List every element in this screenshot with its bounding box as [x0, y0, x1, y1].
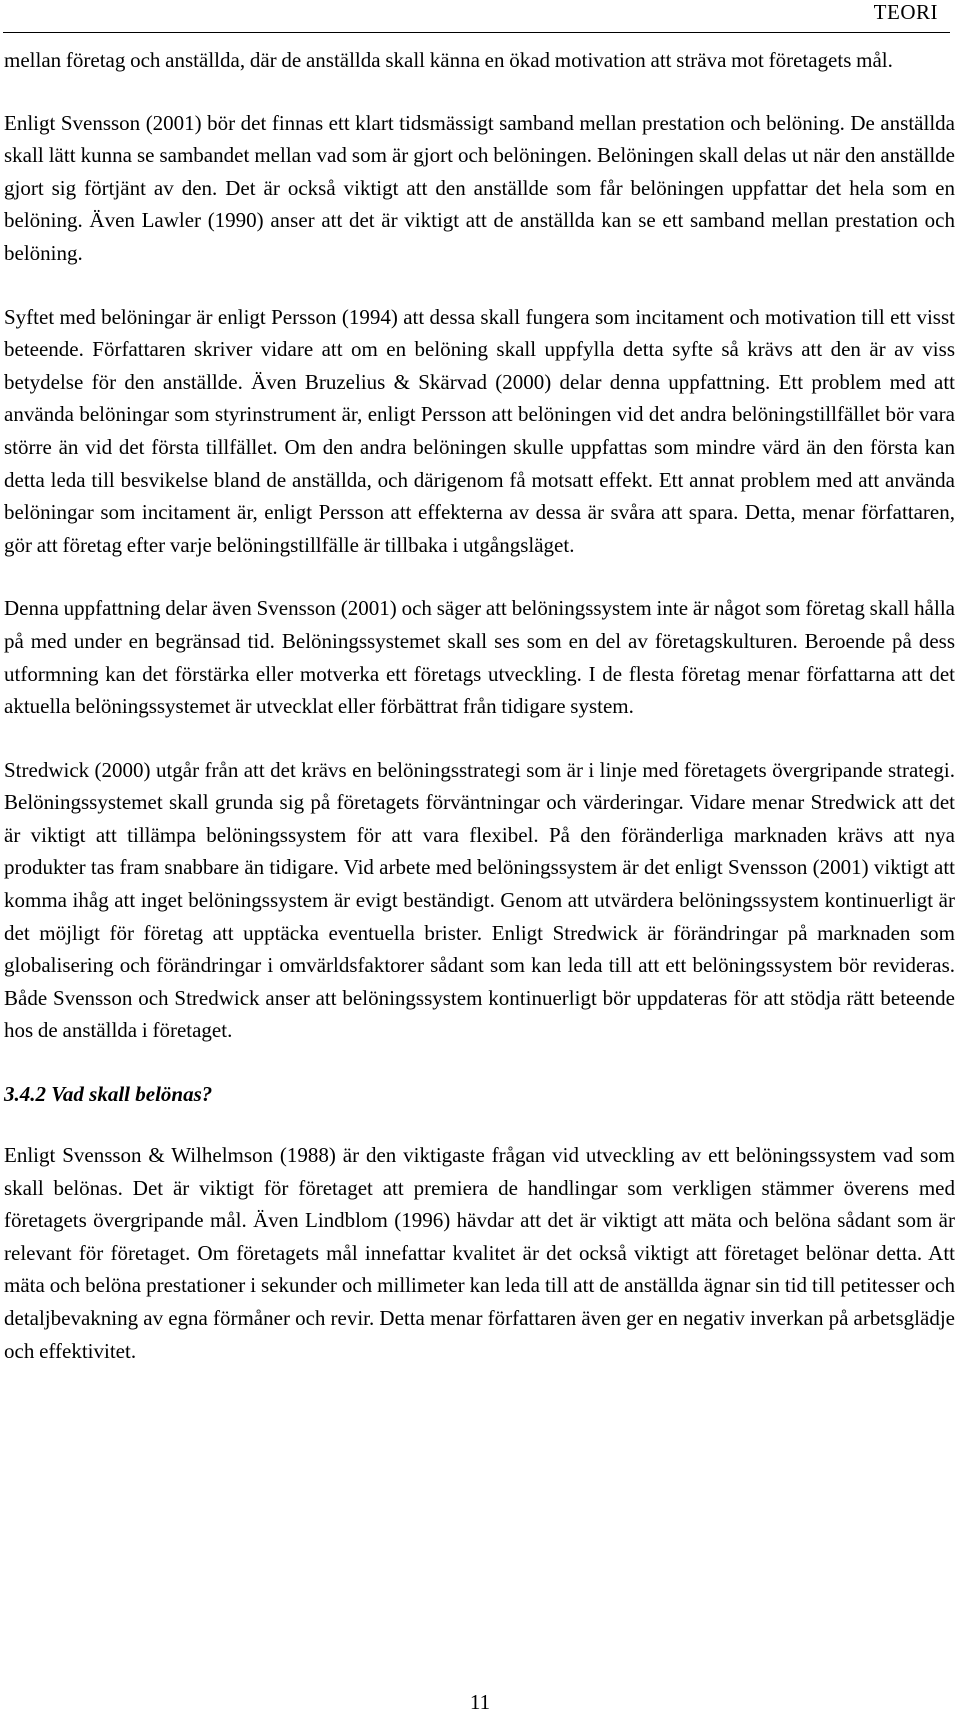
paragraph-continuation: mellan företag och anställda, där de anställda skall känna en ökad motivation att sträva mot företagets mål.	[4, 48, 893, 72]
paragraph-stredwick-strategy: Stredwick (2000) utgår från att det krävs en belöningsstrategi som är i linje med företagets övergripande strategi. Belöningssystemet skall grunda sig på företagets förväntningar och värderingar. Vidare menar Stredwick att det är viktigt att tillämpa belöningssystem för att vara flexibel. På den föränderliga marknaden krävs att nya produkter tas fram snabbare än tidigare. Vid arbete med belöningssystem är det enligt Svensson (2001) viktigt att komma ihåg att inget belöningssystem är evigt beständigt. Genom att utvärdera belöningssystem kontinuerligt är det möjligt för företag att upptäcka eventuella brister. Enligt Stredwick är förändringar på marknaden som globalisering och förändringar i omvärldsfaktorer sådant som kan leda till att ett belöningssystem bör revideras. Både Svensson och Stredwick anser att belöningssystem kontinuerligt bör uppdateras för att stödja rätt beteende hos de anställda i företaget.	[4, 757, 955, 1043]
running-header: TEORI	[873, 0, 938, 24]
paragraph-persson-incentives: Syftet med belöningar är enligt Persson (1994) att dessa skall fungera som incitament och motivation till ett visst beteende. Författaren skriver vidare att om en belöning skall uppfylla detta syfte så krävs att den är av viss betydelse för den anställde. Även Bruzelius & Skärvad (2000) delar denna uppfattning. Ett problem med att använda belöningar som styrinstrument är, enligt Persson att belöningen vid det andra belöningstillfället bör vara större än vid det första tillfället. Om den andra belöningen skulle uppfattas som mindre värd än den första kan detta leda till besvikelse bland de anställda, och därigenom få motsatt effekt. Ett annat problem med att använda belöningar som incitament är, enligt Persson att effekterna av dessa är svåra att spara. Detta, menar författaren, gör att företag efter varje belöningstillfälle är tillbaka i utgångsläget.	[4, 304, 955, 557]
page-number: 11	[469, 1690, 491, 1714]
section-heading: 3.4.2 Vad skall belönas?	[4, 1082, 213, 1107]
paragraph-svensson-timing: Enligt Svensson (2001) bör det finnas ett klart tidsmässigt samband mellan prestation och belöning. De anställda skall lätt kunna se sambandet mellan vad som är gjort och belöningen. Belöningen skall delas ut när den anställde gjort sig förtjänt av den. Det är också viktigt att den anställde som får belöningen uppfattar det hela som en belöning. Även Lawler (1990) anser att det är viktigt att de anställda kan se ett samband mellan prestation och belöning.	[4, 110, 955, 265]
body-text	[4, 44, 955, 1398]
header-divider	[3, 32, 950, 33]
paragraph-company-culture: Denna uppfattning delar även Svensson (2001) och säger att belöningssystem inte är något som företag skall hålla på med under en begränsad tid. Belöningssystemet skall ses som en del av företagskulturen. Beroende på dess utformning kan det förstärka eller motverka ett företags utveckling. I de flesta företag menar författarna att det aktuella belöningssystemet är utvecklat eller förbättrat från tidigare system.	[4, 596, 955, 719]
paragraph-what-to-reward: Enligt Svensson & Wilhelmson (1988) är den viktigaste frågan vid utveckling av ett belöningssystem vad som skall belönas. Det är viktigt för företaget att premiera de handlingar som verkligen stämmer överens med företagets övergripande mål. Även Lindblom (1996) hävdar att det är viktigt att mäta och belöna sådant som är relevant för företaget. Om företagets mål innefattar kvalitet är det också viktigt att företaget belönar detta. Att mäta och belöna prestationer i sekunder och millimeter kan leda till att de anställda ägnar sin tid till petitesser och detaljbevakning av egna förmåner och revir. Detta menar författaren även ger en negativ inverkan på arbetsglädje och effektivitet.	[4, 1143, 955, 1363]
